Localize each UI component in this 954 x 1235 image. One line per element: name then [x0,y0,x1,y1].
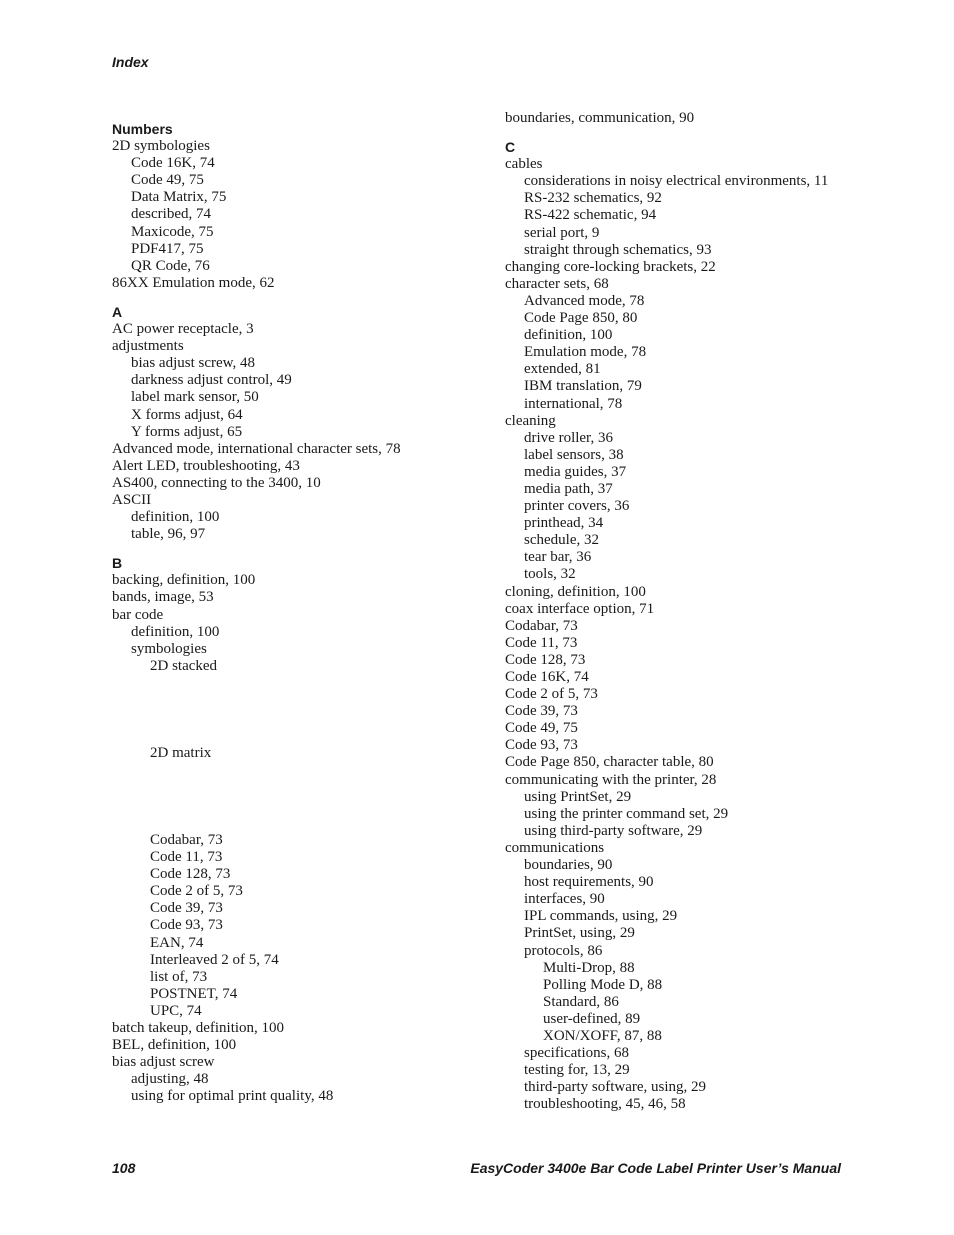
index-entry: Code 11, 73 [505,634,578,651]
index-entry: bands, image, 53 [112,589,214,606]
index-subentry: POSTNET, 74 [150,985,238,1002]
index-entry: Code Page 850, character table, 80 [505,754,714,771]
index-subentry: Code 16K, 74 [131,155,215,172]
index-entry: cleaning [505,412,556,429]
index-entry: bar code [112,606,164,623]
index-subentry: protocols, 86 [524,942,603,959]
index-subentry: media path, 37 [524,480,613,497]
section-gap [112,543,492,555]
index-subentry: Standard, 86 [543,993,619,1010]
index-subentry: adjusting, 48 [131,1071,209,1088]
index-section-heading: A [112,303,123,320]
index-entry: coax interface option, 71 [505,600,655,617]
index-entry: cables [505,156,543,173]
index-subentry: Interleaved 2 of 5, 74 [150,951,279,968]
index-subentry: symbologies [131,640,207,657]
index-subentry: QR Code, 76 [131,257,210,274]
index-subentry: definition, 100 [131,509,220,526]
page-number: 108 [112,1160,136,1176]
blank-space [112,675,492,745]
index-subentry: 2D matrix [150,744,212,761]
index-entry: communicating with the printer, 28 [505,771,717,788]
index-subentry: UPC, 74 [150,1002,202,1019]
index-subentry: drive roller, 36 [524,429,613,446]
index-entry: communications [505,839,605,856]
running-header: Index [112,54,149,70]
index-entry: Code 39, 73 [505,703,578,720]
index-subentry: Y forms adjust, 65 [131,423,243,440]
index-entry: boundaries, communication, 90 [505,110,695,126]
index-subentry: Code 128, 73 [150,866,231,883]
index-subentry: tear bar, 36 [524,549,592,566]
index-entry: Code 128, 73 [505,651,586,668]
index-entry: changing core-locking brackets, 22 [505,258,716,275]
index-subentry: considerations in noisy electrical environments, 11 [524,173,829,190]
index-section-heading: C [505,139,516,156]
index-subentry: X forms adjust, 64 [131,406,243,423]
index-subentry: Code 93, 73 [150,917,223,934]
index-subentry: definition, 100 [524,327,613,344]
index-subentry: host requirements, 90 [524,874,654,891]
index-subentry: using the printer command set, 29 [524,805,729,822]
index-subentry: Code 39, 73 [150,900,223,917]
index-subentry: bias adjust screw, 48 [131,355,255,372]
index-subentry: IPL commands, using, 29 [524,908,678,925]
section-gap [112,292,492,304]
index-subentry: XON/XOFF, 87, 88 [543,1027,662,1044]
index-column-right [505,110,925,1113]
index-entry: Code 93, 73 [505,737,578,754]
index-subentry: boundaries, 90 [524,857,613,874]
index-subentry: media guides, 37 [524,463,627,480]
index-subentry: Multi-Drop, 88 [543,959,635,976]
index-subentry: PDF417, 75 [131,240,204,257]
index-entry: adjustments [112,338,184,355]
index-entry: Alert LED, troubleshooting, 43 [112,457,300,474]
index-entry: Advanced mode, international character sets, 78 [112,440,401,457]
index-subentry: using PrintSet, 29 [524,788,632,805]
index-subentry: tools, 32 [524,566,576,583]
section-gap [505,127,925,139]
index-subentry: Code 49, 75 [131,172,204,189]
index-subentry: table, 96, 97 [131,526,206,543]
blank-space [112,762,492,832]
index-entry: 2D symbologies [112,138,210,155]
index-subentry: printer covers, 36 [524,498,630,515]
index-subentry: RS-232 schematics, 92 [524,190,662,207]
index-subentry: using third-party software, 29 [524,822,703,839]
index-subentry: Advanced mode, 78 [524,292,645,309]
index-entry: Codabar, 73 [505,617,578,634]
index-subentry: interfaces, 90 [524,891,605,908]
index-subentry: described, 74 [131,206,211,223]
index-entry: Code 49, 75 [505,720,578,737]
index-subentry: troubleshooting, 45, 46, 58 [524,1096,686,1113]
index-subentry: Polling Mode D, 88 [543,976,663,993]
index-subentry: darkness adjust control, 49 [131,372,292,389]
index-subentry: printhead, 34 [524,515,604,532]
index-subentry: serial port, 9 [524,224,600,241]
index-entry: AC power receptacle, 3 [112,321,254,338]
index-subentry: IBM translation, 79 [524,378,642,395]
index-subentry: label sensors, 38 [524,446,624,463]
index-entry: AS400, connecting to the 3400, 10 [112,474,321,491]
index-subentry: Emulation mode, 78 [524,344,647,361]
index-subentry: straight through schematics, 93 [524,241,712,258]
index-subentry: PrintSet, using, 29 [524,925,635,942]
index-subentry: Code 2 of 5, 73 [150,883,243,900]
index-subentry: Data Matrix, 75 [131,189,227,206]
index-subentry: extended, 81 [524,361,601,378]
index-subentry: definition, 100 [131,623,220,640]
index-subentry: EAN, 74 [150,934,204,951]
index-subentry: list of, 73 [150,968,208,985]
index-entry: Code 2 of 5, 73 [505,686,598,703]
index-entry: 86XX Emulation mode, 62 [112,274,275,291]
index-subentry: Code Page 850, 80 [524,310,638,327]
index-subentry: international, 78 [524,395,623,412]
index-section-heading: B [112,555,123,572]
index-entry: backing, definition, 100 [112,572,256,589]
index-subentry: label mark sensor, 50 [131,389,259,406]
index-subentry: Maxicode, 75 [131,223,214,240]
index-subentry: RS-422 schematic, 94 [524,207,657,224]
manual-title: EasyCoder 3400e Bar Code Label Printer User’s Manual [470,1160,841,1176]
index-entry: character sets, 68 [505,275,609,292]
index-subentry: Codabar, 73 [150,832,223,848]
index-entry: BEL, definition, 100 [112,1037,237,1054]
index-subentry: 2D stacked [150,657,218,674]
index-subentry: third-party software, using, 29 [524,1079,707,1096]
index-subentry: testing for, 13, 29 [524,1062,630,1079]
index-subentry: using for optimal print quality, 48 [131,1088,334,1105]
index-subentry: Code 11, 73 [150,849,223,866]
index-subentry: user-defined, 89 [543,1010,641,1027]
index-subentry: specifications, 68 [524,1045,629,1062]
index-subentry: schedule, 32 [524,532,599,549]
index-entry: batch takeup, definition, 100 [112,1020,285,1037]
index-section-heading: Numbers [112,121,173,137]
index-entry: cloning, definition, 100 [505,583,646,600]
index-entry: bias adjust screw [112,1054,215,1071]
index-entry: Code 16K, 74 [505,669,589,685]
index-entry: ASCII [112,491,152,508]
index-column-left [112,121,492,1106]
